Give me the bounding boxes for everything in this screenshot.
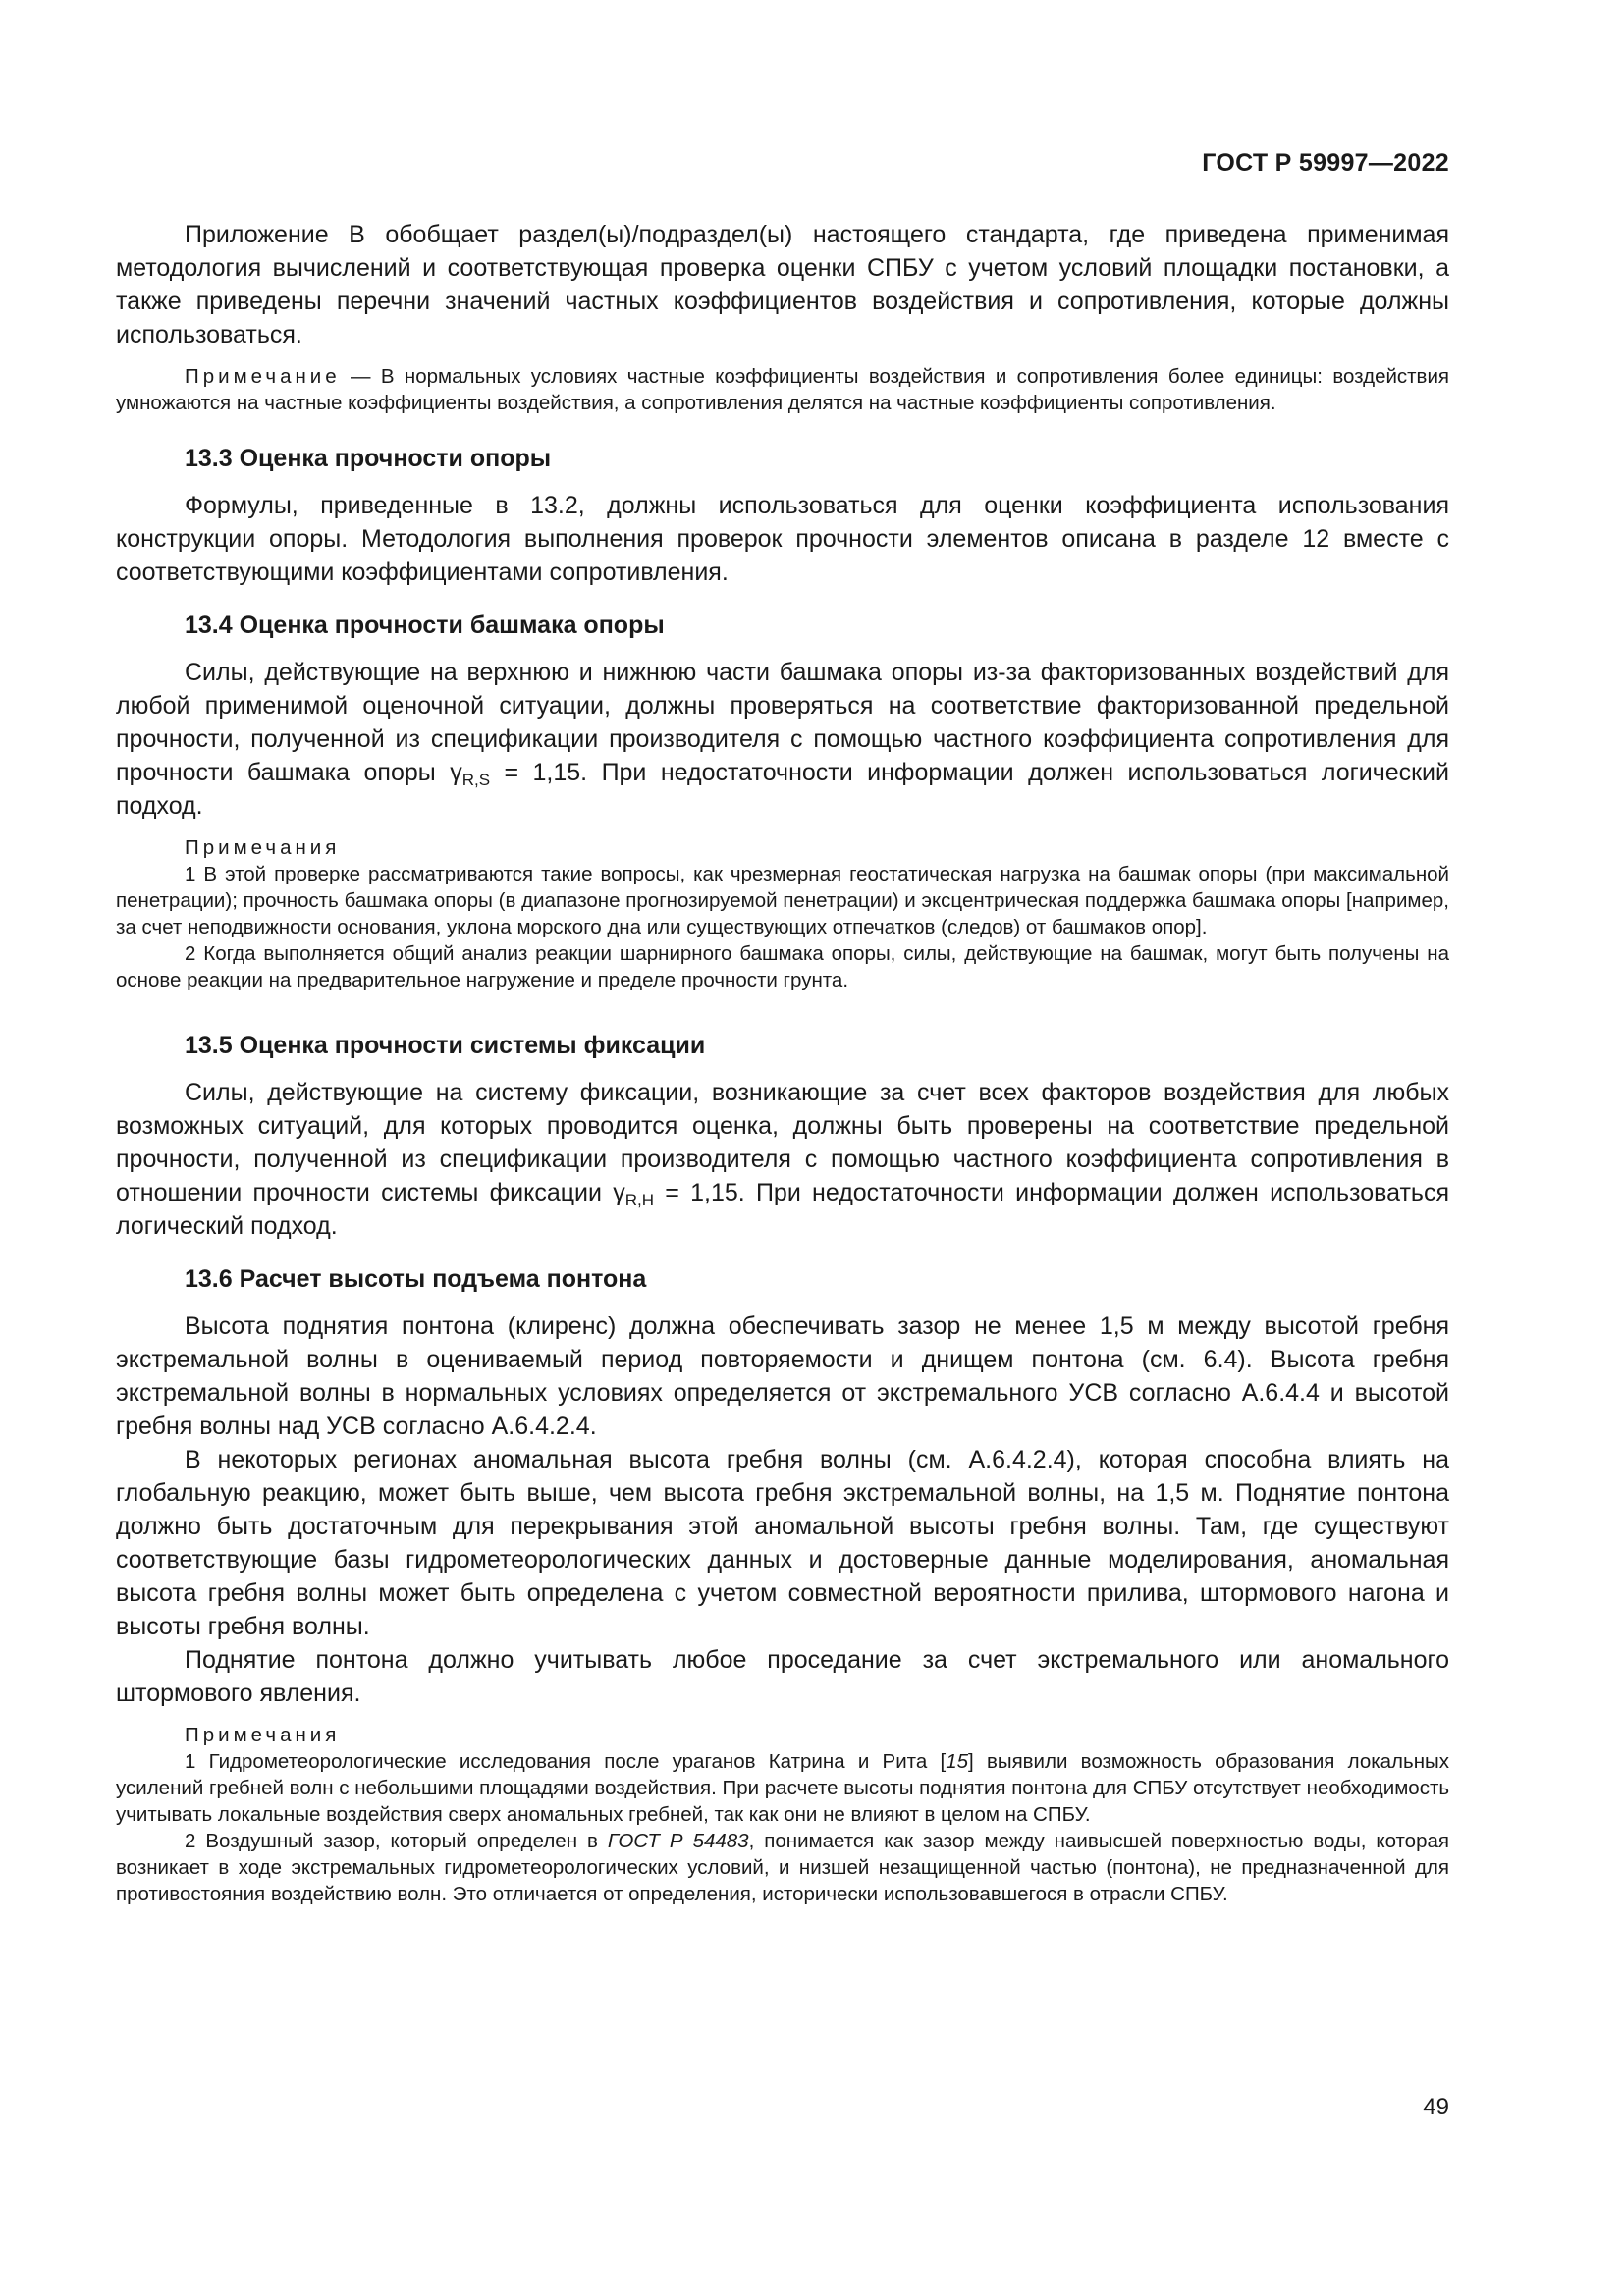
intro-paragraph: Приложение В обобщает раздел(ы)/подраздел(ы) настоящего стандарта, где приведена применимая методология вычислений и соответствующая проверка оценки СПБУ с учетом условий площадки постановки, а также приведены перечни значений частных коэффициентов воздействия и сопротивления, которые должны использоваться.	[116, 221, 1449, 348]
gamma-subscript-rs: R,S	[461, 771, 491, 789]
gamma-symbol: γ	[613, 1179, 625, 1206]
section-13-6-title: 13.6 Расчет высоты подъема понтона	[185, 1265, 647, 1293]
note-1-text-b: ] выявили возможность образования локальных усилений гребней волн с небольшими площадями воздействия. При расчете высоты поднятия понтона для СПБУ отсутствует необходимость учитывать локальные воздействия сверх аномальных гребней, так как они не влияют в целом на СПБУ.	[116, 1750, 1450, 1826]
reference-gost-54483: ГОСТ Р 54483	[607, 1830, 749, 1852]
section-13-5-paragraph	[116, 1076, 1449, 1243]
section-13-6-note-1	[116, 1748, 1449, 1828]
note-1-text-a: 1 Гидрометеорологические исследования после ураганов Катрина и Рита [	[185, 1750, 947, 1773]
section-13-6-notes-label: Примечания	[185, 1724, 341, 1746]
page-number: 49	[1423, 2094, 1449, 2120]
intro-note-text: — В нормальных условиях частные коэффициенты воздействия и сопротивления более единицы: воздействия умножаются на частные коэффициенты воздействия, а сопротивления делятся на частные коэффициенты сопротивления.	[116, 365, 1449, 414]
section-13-3-paragraph: Формулы, приведенные в 13.2, должны использоваться для оценки коэффициента использования конструкции опоры. Методология выполнения проверок прочности элементов описана в разделе 12 вместе с соответствующими коэффициентами сопротивления.	[116, 492, 1449, 586]
section-13-4-text-b: = 1,15. При недостаточности информации должен использоваться логический подход.	[116, 759, 1449, 820]
intro-note	[116, 363, 1449, 416]
section-13-4-notes-label: Примечания	[185, 836, 341, 859]
section-13-5-text-a: Силы, действующие на систему фиксации, возникающие за счет всех факторов воздействия для любых возможных ситуаций, для которых проводится оценка, должны быть проверены на соответствие предельной прочности, полученной из спецификации производителя с помощью частного коэффициента сопротивления в отношении прочности системы фиксации	[116, 1079, 1449, 1206]
section-13-6-paragraph-2: В некоторых регионах аномальная высота гребня волны (см. А.6.4.2.4), которая способна влиять на глобальную реакцию, может быть выше, чем высота гребня экстремальной волны, на 1,5 м. Поднятие понтона должно быть достаточным для перекрывания этой аномальной высоты гребня волны. Там, где существуют соответствующие базы гидрометеорологических данных и достоверные данные моделирования, аномальная высота гребня волны может быть определена с учетом совместной вероятности прилива, штормового нагона и высоты гребня волны.	[116, 1446, 1449, 1640]
section-13-4-note-2: 2 Когда выполняется общий анализ реакции шарнирного башмака опоры, силы, действующие на башмак, могут быть получены на основе реакции на предварительное нагружение и пределе прочности грунта.	[116, 942, 1449, 991]
section-13-6-note-2	[116, 1828, 1449, 1907]
document-header: ГОСТ Р 59997—2022	[1202, 149, 1449, 177]
section-13-3-title: 13.3 Оценка прочности опоры	[185, 445, 552, 472]
note-2-text-a: 2 Воздушный зазор, который определен в	[185, 1830, 608, 1852]
section-13-4-title: 13.4 Оценка прочности башмака опоры	[185, 612, 665, 639]
gamma-symbol: γ	[450, 759, 462, 786]
section-13-6-paragraph-1: Высота поднятия понтона (клиренс) должна обеспечивать зазор не менее 1,5 м между высотой гребня экстремальной волны в оцениваемый период повторяемости и днищем понтона (см. 6.4). Высота гребня экстремальной волны в нормальных условиях определяется от экстремального УСВ согласно А.6.4.4 и высотой гребня волны над УСВ согласно А.6.4.2.4.	[116, 1312, 1449, 1440]
section-13-4-note-1: 1 В этой проверке рассматриваются такие вопросы, как чрезмерная геостатическая нагрузка на башмак опоры (при максимальной пенетрации); прочность башмака опоры (в диапазоне прогнозируемой пенетрации) и эксцентрическая поддержка башмака опоры [например, за счет неподвижности основания, уклона морского дна или существующих отпечатков (следов) от башмаков опор].	[116, 863, 1449, 938]
note-2-text-b: , понимается как зазор между наивысшей поверхностью воды, которая возникает в ходе экстремальных гидрометеорологических условий, и низшей незащищенной частью (понтона), не предназначенной для противостояния воздействию волн. Это отличается от определения, исторически использовавшегося в отрасли СПБУ.	[116, 1830, 1449, 1905]
intro-note-label: Примечание	[185, 365, 341, 388]
section-13-6-paragraph-3: Поднятие понтона должно учитывать любое проседание за счет экстремального или аномального штормового явления.	[116, 1646, 1449, 1707]
section-13-5-text-b: = 1,15. При недостаточности информации должен использоваться логический подход.	[116, 1179, 1449, 1240]
page-content	[116, 218, 1449, 1907]
section-13-5-title: 13.5 Оценка прочности системы фиксации	[185, 1032, 706, 1059]
section-13-4-paragraph	[116, 656, 1449, 823]
reference-15: 15	[946, 1750, 968, 1773]
section-13-4-text-a: Силы, действующие на верхнюю и нижнюю части башмака опоры из-за факторизованных воздействий для любой применимой оценочной ситуации, должны проверяться на соответствие факторизованной предельной прочности, полученной из спецификации производителя с помощью частного коэффициента сопротивления для прочности башмака опоры	[116, 659, 1449, 786]
document-page	[116, 0, 1449, 2296]
gamma-subscript-rh: R,H	[624, 1191, 655, 1209]
